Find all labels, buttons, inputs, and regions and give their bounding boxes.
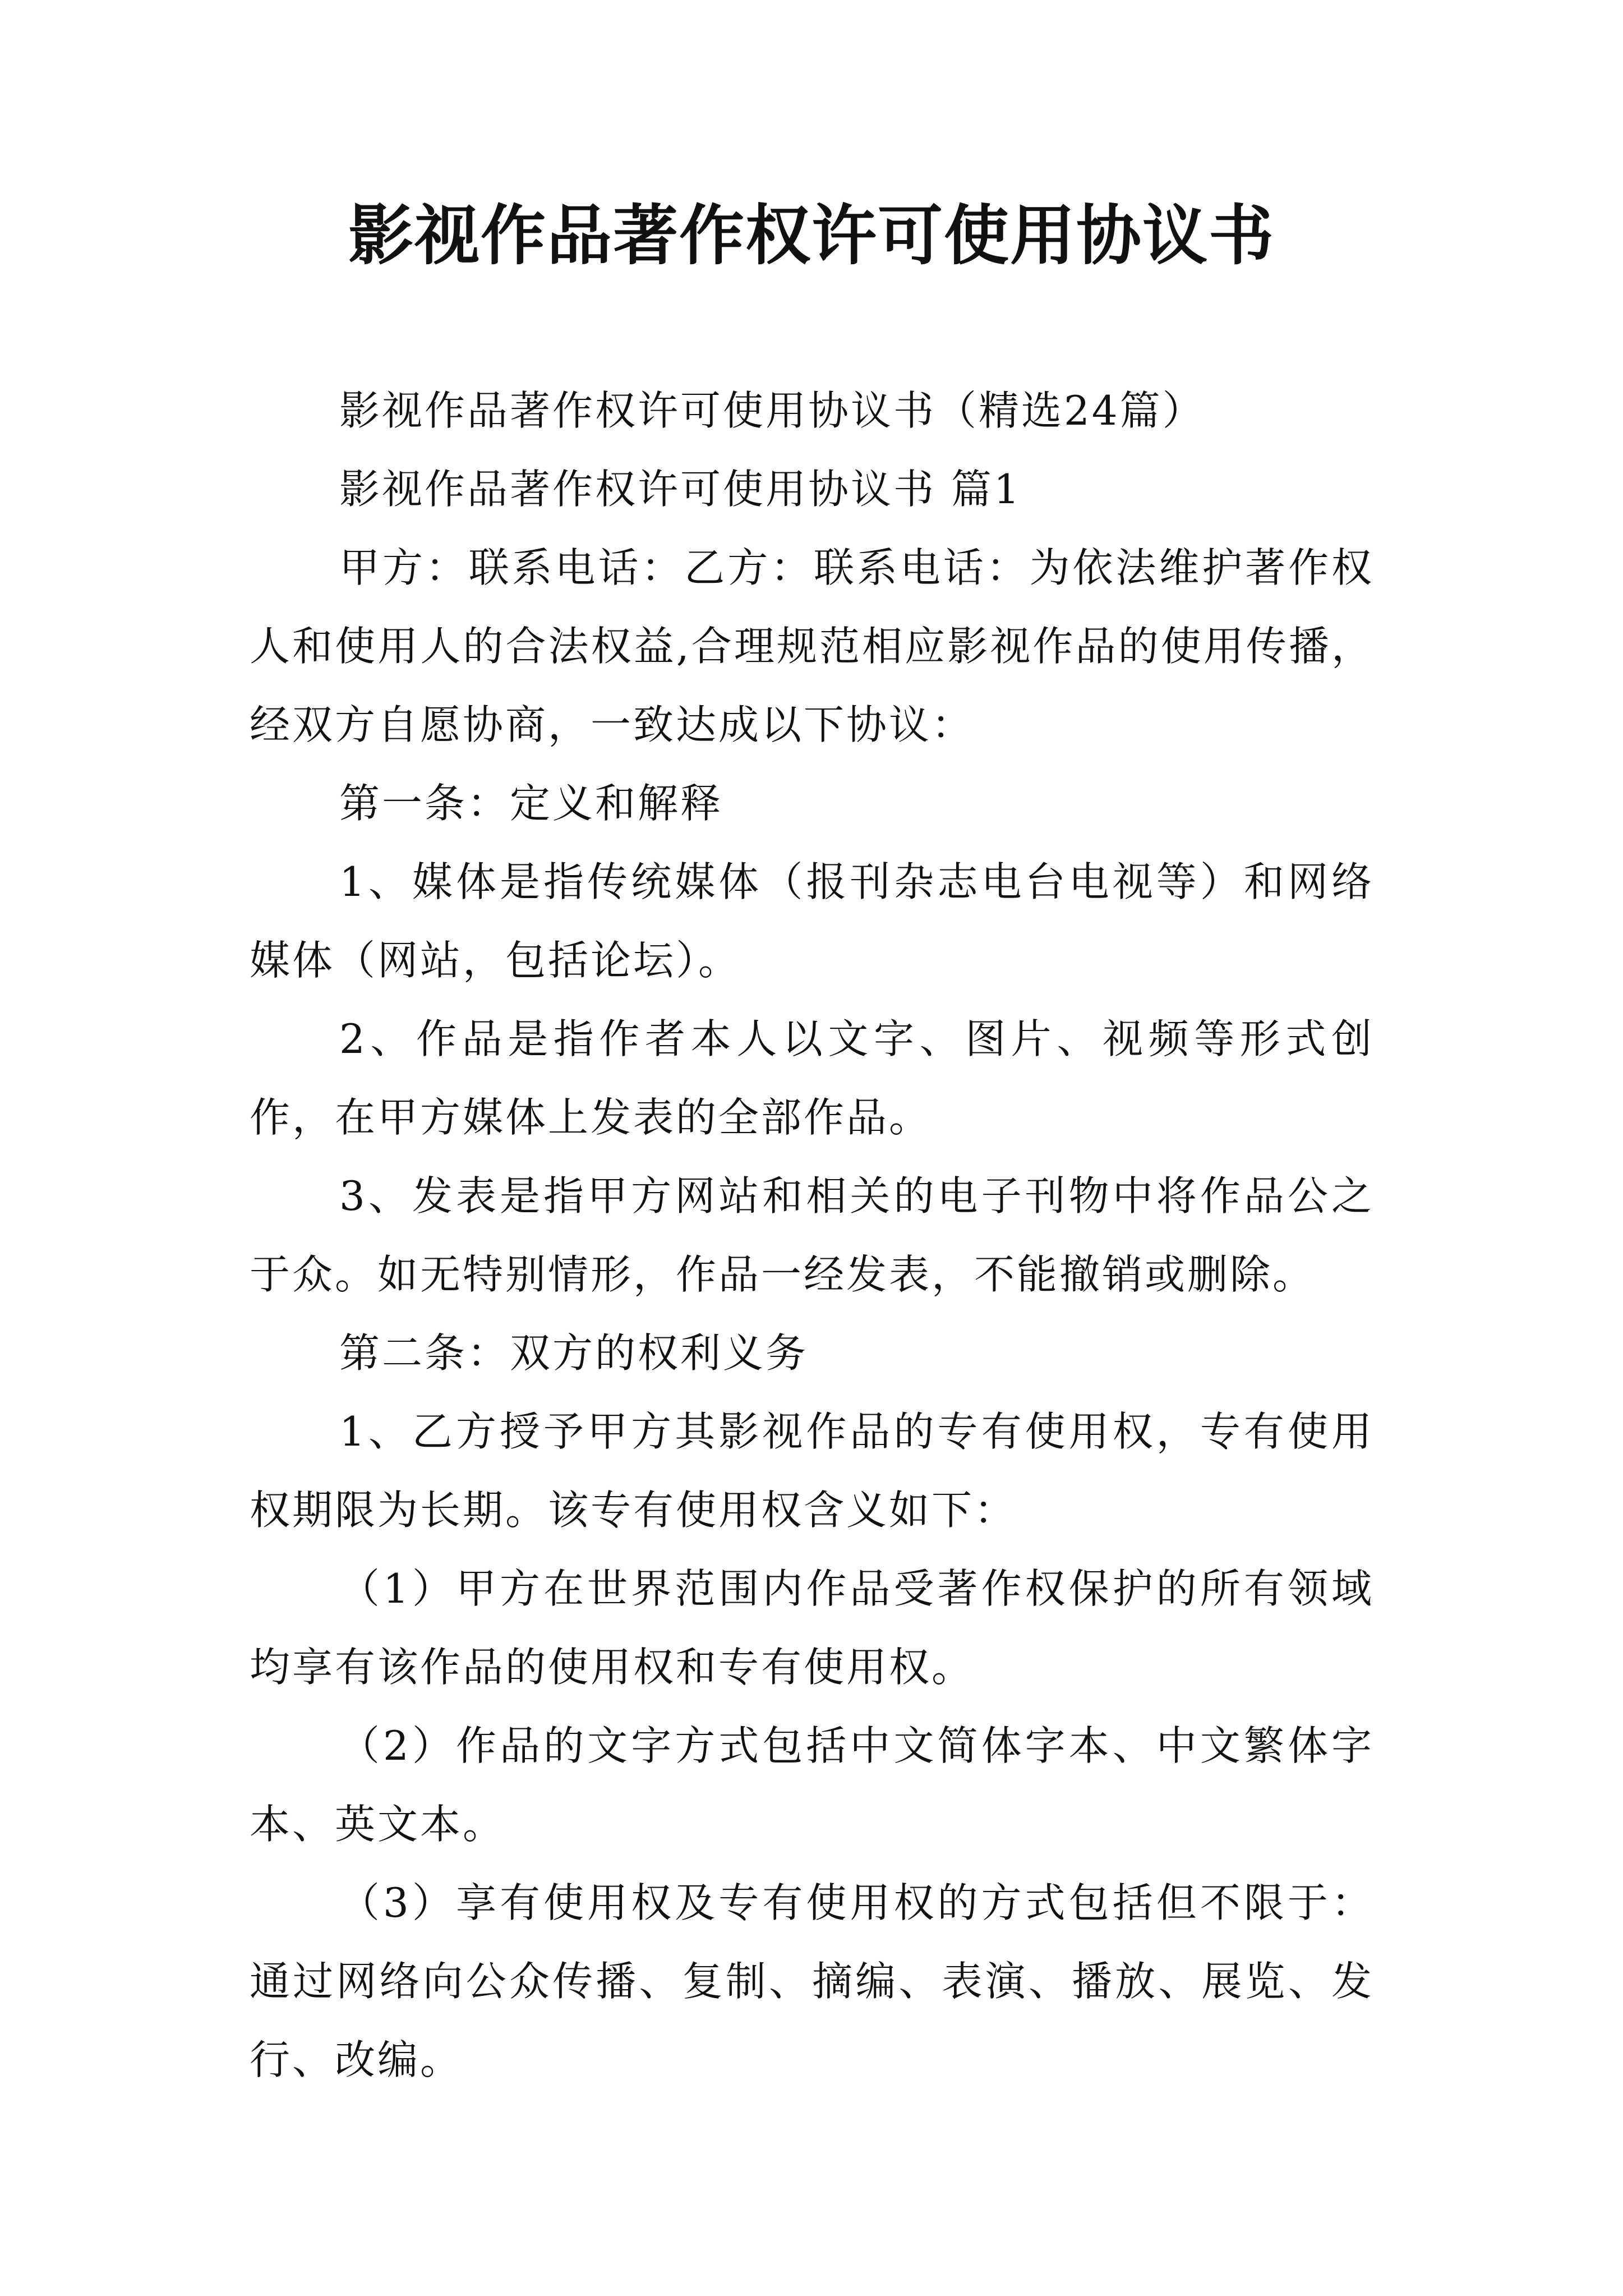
- paragraph-clause-1: （1）甲方在世界范围内作品受著作权保护的所有领域均享有该作品的使用权和专有使用权。: [250, 1565, 1374, 1691]
- paragraph-definition-work: 2、作品是指作者本人以文字、图片、视频等形式创作，在甲方媒体上发表的全部作品。: [250, 1015, 1374, 1141]
- paragraph-exclusive-right: 1、乙方授予甲方其影视作品的专有使用权，专有使用权期限为长期。该专有使用权含义如下：: [250, 1408, 1374, 1534]
- paragraph-article-1-heading: 第一条：定义和解释: [339, 780, 723, 827]
- paragraph-section-heading: 影视作品著作权许可使用协议书 篇1: [339, 466, 1022, 513]
- paragraph-definition-media: 1、媒体是指传统媒体（报刊杂志电台电视等）和网络媒体（网站，包括论坛）。: [250, 858, 1374, 984]
- paragraph-clause-2: （2）作品的文字方式包括中文简体字本、中文繁体字本、英文本。: [250, 1722, 1374, 1848]
- paragraph-article-2-heading: 第二条：双方的权利义务: [339, 1329, 809, 1377]
- paragraph-clause-3: （3）享有使用权及专有使用权的方式包括但不限于：通过网络向公众传播、复制、摘编、表演、播放、展览、发行、改编。: [250, 1879, 1374, 2083]
- paragraph-parties: 甲方：联系电话：乙方：联系电话：为依法维护著作权人和使用人的合法权益,合理规范相应影视作品的使用传播，经双方自愿协商，一致达成以下协议：: [250, 544, 1374, 748]
- paragraph-definition-publish: 3、发表是指甲方网站和相关的电子刊物中将作品公之于众。如无特别情形，作品一经发表，不能撤销或删除。: [250, 1172, 1374, 1298]
- document-body: [250, 371, 1374, 2099]
- paragraph-subtitle: 影视作品著作权许可使用协议书（精选24篇）: [339, 387, 1205, 434]
- document-title: 影视作品著作权许可使用协议书: [348, 197, 1275, 274]
